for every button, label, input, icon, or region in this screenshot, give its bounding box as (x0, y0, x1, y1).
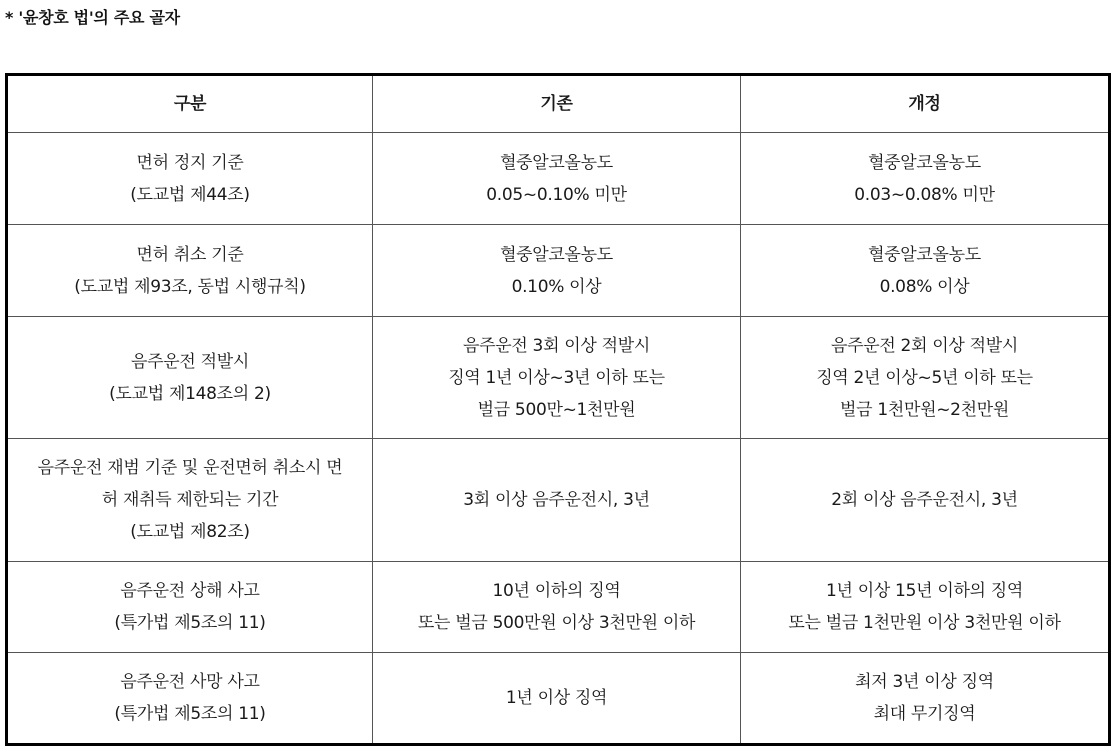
row-before (373, 653, 741, 745)
cell-line: 0.10% 이상 (511, 276, 602, 297)
row-category (7, 317, 373, 439)
cell-line: 또는 벌금 500만원 이상 3천만원 이하 (417, 613, 696, 633)
cell-line: 3회 이상 음주운전시, 3년 (463, 490, 650, 510)
cell-line: 10년 이하의 징역 (492, 581, 621, 601)
cell-line: 0.08% 이상 (879, 276, 970, 297)
comparison-table (5, 73, 1111, 746)
cell-line: 음주운전 상해 사고 (120, 581, 260, 601)
row-before (373, 225, 741, 317)
header-after: 개정 (741, 75, 1110, 133)
cell-line: 0.03~0.08% 미만 (854, 184, 995, 205)
cell-line: 허 재취득 제한되는 기간 (101, 490, 279, 510)
cell-line: 징역 1년 이상~3년 이하 또는 (448, 367, 665, 388)
row-after (741, 225, 1110, 317)
cell-line: 면허 취소 기준 (136, 244, 244, 265)
row-before (373, 317, 741, 439)
cell-line: 음주운전 2회 이상 적발시 (830, 335, 1019, 356)
row-after (741, 653, 1110, 745)
header-before: 기존 (373, 75, 741, 133)
cell-line: 면허 정지 기준 (136, 152, 244, 173)
cell-line: 벌금 500만~1천만원 (477, 399, 636, 420)
table-row (7, 653, 1110, 745)
table-header-row (7, 75, 1110, 133)
cell-line: (도교법 제44조) (130, 184, 250, 205)
page-caption: * '윤창호 법'의 주요 골자 (5, 8, 180, 27)
cell-line: 혈중알코올농도 (500, 244, 613, 265)
row-after (741, 317, 1110, 439)
table-row (7, 133, 1110, 225)
header-category: 구분 (7, 75, 373, 133)
row-before (373, 133, 741, 225)
cell-line: 음주운전 3회 이상 적발시 (462, 335, 651, 356)
cell-line: 혈중알코올농도 (868, 244, 981, 265)
cell-line: 2회 이상 음주운전시, 3년 (831, 490, 1018, 510)
cell-line: 음주운전 재범 기준 및 운전면허 취소시 면 (37, 458, 343, 478)
cell-line: (도교법 제93조, 동법 시행규칙) (74, 276, 306, 297)
cell-line: (특가법 제5조의 11) (114, 704, 266, 724)
cell-line: 1년 이상 징역 (505, 688, 608, 708)
table-row (7, 562, 1110, 653)
cell-line: 또는 벌금 1천만원 이상 3천만원 이하 (788, 613, 1061, 633)
cell-line: 혈중알코올농도 (500, 152, 613, 173)
table-row (7, 439, 1110, 562)
cell-line: 벌금 1천만원~2천만원 (839, 399, 1010, 420)
cell-line: 최저 3년 이상 징역 (855, 672, 994, 692)
cell-line: 징역 2년 이상~5년 이하 또는 (816, 367, 1033, 388)
cell-line: 1년 이상 15년 이하의 징역 (825, 581, 1024, 601)
row-category (7, 133, 373, 225)
cell-line: (도교법 제148조의 2) (109, 383, 271, 404)
row-before (373, 562, 741, 653)
row-after (741, 439, 1110, 562)
row-after (741, 133, 1110, 225)
row-category (7, 225, 373, 317)
cell-line: 최대 무기징역 (873, 704, 976, 724)
table-row (7, 225, 1110, 317)
cell-line: (도교법 제82조) (130, 522, 250, 542)
table-row (7, 317, 1110, 439)
row-category (7, 562, 373, 653)
cell-line: 혈중알코올농도 (868, 152, 981, 173)
cell-line: 음주운전 적발시 (131, 351, 249, 372)
row-category (7, 439, 373, 562)
cell-line: (특가법 제5조의 11) (114, 613, 266, 633)
cell-line: 0.05~0.10% 미만 (486, 184, 627, 205)
cell-line: 음주운전 사망 사고 (120, 672, 260, 692)
row-after (741, 562, 1110, 653)
row-category (7, 653, 373, 745)
row-before (373, 439, 741, 562)
